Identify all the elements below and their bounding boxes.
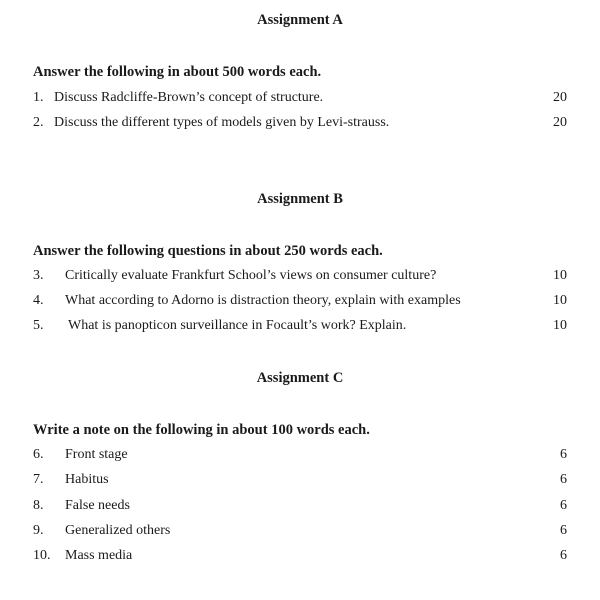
question-marks: 6 bbox=[560, 523, 567, 538]
question-number: 1. bbox=[33, 90, 44, 105]
question-row bbox=[33, 498, 567, 514]
section-instruction: Write a note on the following in about 100 words each. bbox=[33, 422, 370, 438]
question-number: 9. bbox=[33, 523, 44, 538]
section-title: Assignment C bbox=[256, 370, 344, 386]
question-number: 8. bbox=[33, 498, 44, 513]
question-row bbox=[33, 523, 567, 539]
question-text: Mass media bbox=[65, 548, 133, 563]
question-text: Habitus bbox=[65, 472, 109, 487]
question-marks: 6 bbox=[560, 472, 567, 487]
question-number: 6. bbox=[33, 447, 44, 462]
question-row bbox=[33, 548, 567, 564]
question-marks: 10 bbox=[553, 268, 567, 283]
question-row bbox=[33, 90, 567, 106]
section-title: Assignment B bbox=[257, 191, 343, 207]
question-row bbox=[33, 115, 567, 131]
question-row bbox=[33, 447, 567, 463]
question-text: Generalized others bbox=[65, 523, 171, 538]
question-row bbox=[33, 472, 567, 488]
question-text: Critically evaluate Frankfurt School’s views on consumer culture? bbox=[65, 268, 437, 283]
question-text: Discuss the different types of models given by Levi-strauss. bbox=[54, 115, 390, 130]
question-marks: 6 bbox=[560, 498, 567, 513]
question-text: What according to Adorno is distraction theory, explain with examples bbox=[65, 293, 461, 308]
question-number: 2. bbox=[33, 115, 44, 130]
question-marks: 6 bbox=[560, 447, 567, 462]
question-marks: 20 bbox=[553, 90, 567, 105]
question-marks: 20 bbox=[553, 115, 567, 130]
question-number: 7. bbox=[33, 472, 44, 487]
question-number: 3. bbox=[33, 268, 44, 283]
question-number: 5. bbox=[33, 318, 44, 333]
question-row bbox=[33, 268, 567, 284]
section-instruction: Answer the following questions in about 250 words each. bbox=[33, 243, 383, 259]
question-row bbox=[33, 293, 567, 309]
question-row bbox=[33, 318, 567, 334]
question-text: Discuss Radcliffe-Brown’s concept of structure. bbox=[54, 90, 324, 105]
question-marks: 10 bbox=[553, 293, 567, 308]
question-number: 4. bbox=[33, 293, 44, 308]
question-number: 10. bbox=[33, 548, 51, 563]
question-text: False needs bbox=[65, 498, 130, 513]
question-marks: 10 bbox=[553, 318, 567, 333]
question-text: What is panopticon surveillance in Focault’s work? Explain. bbox=[68, 318, 407, 333]
section-title: Assignment A bbox=[257, 12, 343, 28]
question-text: Front stage bbox=[65, 447, 128, 462]
section-instruction: Answer the following in about 500 words each. bbox=[33, 64, 322, 80]
question-marks: 6 bbox=[560, 548, 567, 563]
